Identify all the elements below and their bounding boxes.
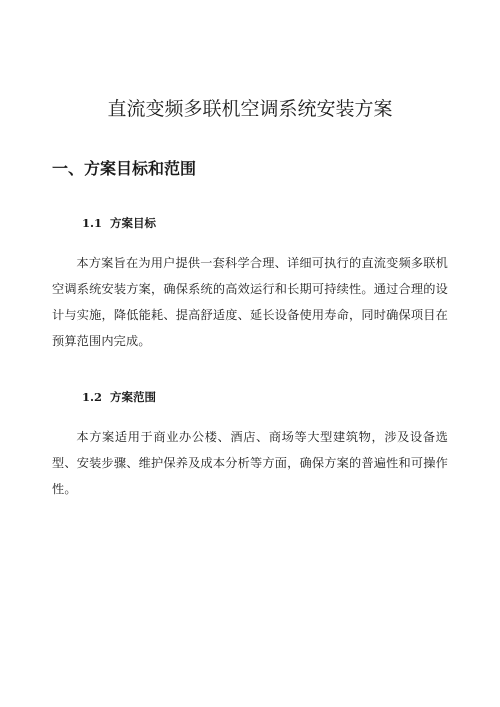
subsection-title: 方案范围 — [110, 390, 157, 404]
subsection-number: 1.1 — [82, 216, 103, 230]
subsection-heading-goals — [82, 215, 156, 231]
subsection-number: 1.2 — [82, 390, 103, 404]
section-heading-goals-scope: 一、方案目标和范围 — [52, 159, 197, 178]
subsection-heading-scope — [82, 389, 156, 405]
goals-paragraph: 本方案旨在为用户提供一套科学合理、详细可执行的直流变频多联机空调系统安装方案，确保系统的高效运行和长期可持续性。通过合理的设计与实施，降低能耗、提高舒适度、延长设备使用寿命，同时确保项目在预算范围内完成。 — [52, 256, 448, 348]
subsection-title: 方案目标 — [110, 216, 157, 230]
document-title: 直流变频多联机空调系统安装方案 — [107, 98, 393, 120]
scope-paragraph: 本方案适用于商业办公楼、酒店、商场等大型建筑物，涉及设备选型、安装步骤、维护保养及成本分析等方面，确保方案的普遍性和可操作性。 — [52, 430, 448, 496]
